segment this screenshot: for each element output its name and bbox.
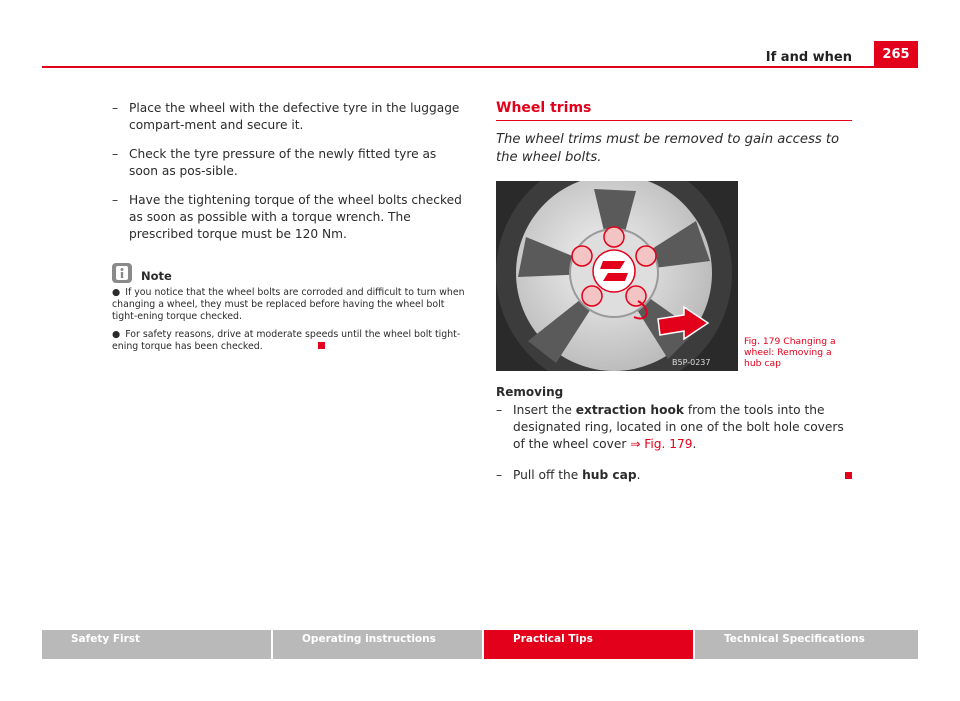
figure-code: B5P-0237	[672, 358, 711, 367]
note-header	[112, 263, 467, 283]
step-text: Insert the	[513, 403, 576, 417]
note-title: Note	[141, 269, 172, 283]
section-end-mark	[318, 342, 325, 349]
removing-heading: Removing	[496, 385, 564, 399]
note-item	[112, 329, 467, 353]
left-column	[112, 100, 467, 359]
right-column	[496, 100, 852, 496]
figure-caption: Fig. 179 Changing a wheel: Removing a hub cap	[744, 336, 836, 369]
note-bullet: ●	[112, 329, 121, 340]
step-text: Pull off the	[513, 468, 583, 482]
note-bullet: ●	[112, 287, 121, 298]
step-dash: –	[496, 468, 503, 482]
footer-tab-practical-tips[interactable]: Practical Tips	[484, 630, 695, 659]
footer-tab-safety-first[interactable]: Safety First	[42, 630, 273, 659]
step-text: from the tools into the designated ring, located in one of the bolt hole covers of the wheel cover	[513, 403, 844, 451]
footer-tab-operating-instructions[interactable]: Operating instructions	[273, 630, 484, 659]
step-item	[496, 467, 852, 484]
footer-nav	[42, 630, 918, 659]
section-heading: Wheel trims	[496, 100, 592, 116]
note-text: If you notice that the wheel bolts are corroded and difficult to turn when changing a wheel, they must be replaced before having the wheel bolt tight-ening torque checked.	[112, 287, 465, 322]
section-end-mark	[845, 472, 852, 479]
footer-tab-technical-specifications[interactable]: Technical Specifications	[695, 630, 918, 659]
page-number: 265	[874, 41, 918, 68]
step-dash: –	[112, 193, 119, 207]
step-dash: –	[112, 101, 119, 115]
figure-row	[496, 181, 852, 371]
step-text: .	[692, 437, 697, 451]
wheel-hub-cap-figure	[496, 181, 738, 371]
intro-text: The wheel trims must be removed to gain access to the wheel bolts.	[496, 132, 840, 165]
header-rule	[42, 66, 918, 68]
extraction-hook-term: extraction hook	[575, 403, 684, 417]
hub-cap-term: hub cap	[582, 468, 637, 482]
step-text: Have the tightening torque of the wheel bolts checked as soon as possible with a torque wrench. The prescribed torque must be 120 Nm.	[129, 193, 462, 241]
step-item	[112, 146, 467, 180]
step-text: Place the wheel with the defective tyre in the luggage compart-ment and secure it.	[129, 101, 460, 132]
info-icon	[112, 263, 132, 283]
section-title: If and when	[765, 50, 852, 65]
step-item	[112, 192, 467, 243]
step-dash: –	[112, 147, 119, 161]
note-text: For safety reasons, drive at moderate speeds until the wheel bolt tight-ening torque has been checked.	[112, 329, 461, 352]
note-item	[112, 287, 467, 323]
step-item	[112, 100, 467, 134]
step-dash: –	[496, 403, 503, 417]
figure-reference-link[interactable]: ⇒ Fig. 179	[630, 437, 693, 451]
step-text: .	[636, 468, 641, 482]
step-item	[496, 402, 852, 453]
heading-underline	[496, 100, 852, 121]
step-text: Check the tyre pressure of the newly fitted tyre as soon as pos-sible.	[129, 147, 437, 178]
